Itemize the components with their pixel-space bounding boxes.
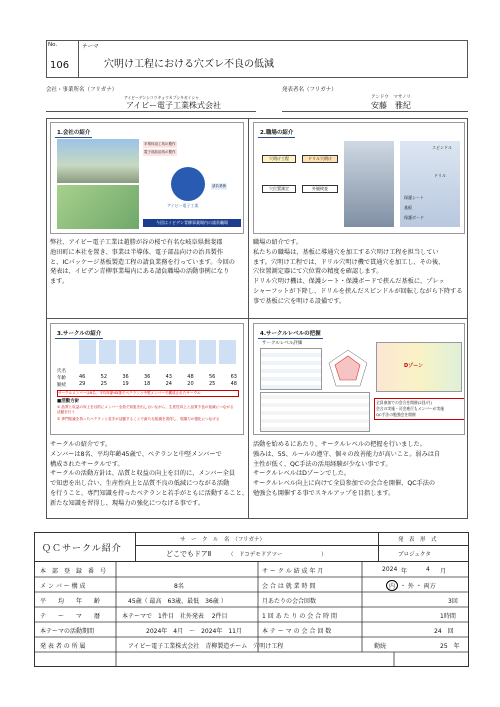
month-unit: 月 xyxy=(440,568,447,575)
reg-no-label: 本 部 登 録 番 号 xyxy=(40,568,107,575)
slide-footer: 今回はイビデン青柳事業場内の請負職場 xyxy=(143,219,241,227)
label-drill: ドリル xyxy=(434,173,446,178)
ages-row: 46 52 36 36 43 48 56 63 xyxy=(79,374,237,380)
year-unit: 年 xyxy=(401,568,408,575)
slide-circle-level xyxy=(253,323,465,435)
flow-step-2: ドリル穴明け xyxy=(302,155,338,163)
company-furigana: アイビーデンシコウギョウカブシキガイシャ xyxy=(124,95,199,100)
meet-total-label: 本 テ ー マ の 会 合 回 数 xyxy=(262,628,332,635)
slide-title: 4.サークルレベルの把握 xyxy=(258,328,323,339)
period-label: 本テーマの活動期間 xyxy=(40,628,95,635)
tenure-value: 25 年 xyxy=(440,643,460,650)
flow-step-3: 穴位置測定 xyxy=(262,185,296,193)
formed-label: サ ー ク ル 結 成 年 月 xyxy=(262,568,324,575)
badge-1: 半導体治工具の製作 xyxy=(144,142,176,146)
slide-circle-intro xyxy=(50,323,244,435)
form-value: プロジェクタ xyxy=(398,552,431,558)
member-note: サークルメンバーは8名、平均年齢45歳でベテランと中堅メンバーで構成されたサークル xyxy=(57,390,239,397)
slide-title: 3.サークルの紹介 xyxy=(55,328,103,339)
years-row: 29 25 19 18 24 20 25 48 xyxy=(79,381,237,387)
label-spindle: スピンドル xyxy=(432,145,452,150)
in-out-label: 会 合 は 就 業 時 間 xyxy=(262,583,316,590)
slide-title: 1.会社の紹介 xyxy=(55,127,92,138)
formed-year: 2024 xyxy=(382,566,398,573)
theme-label: テーマ xyxy=(82,44,99,50)
policy-1: ① 品質と収益の向上を目的にメンバー全員で知恵を出し合いながら、生産性向上と品質不良の低減につながる活動を行う xyxy=(57,405,234,414)
age-value: 45歳（ 最高 63歳、最低 36歳 ） xyxy=(128,598,227,605)
theme-title: 穴明け工程における穴ズレ不良の低減 xyxy=(104,59,274,70)
policy-2: ② 専門知識を持ったベテランと若手が活動することで新たな知識を習得し、現場力の強化につなげる xyxy=(57,417,220,421)
badge-2: 電子部品治具の製作 xyxy=(144,150,176,154)
option-outside[interactable]: 外 xyxy=(407,583,414,590)
policy-title: ■活動方針 xyxy=(57,399,80,404)
flow-step-4: 外観検査 xyxy=(302,185,338,193)
company-underline xyxy=(46,111,256,112)
section-1-text: 弊社、アイビー電子工業は趙勝が谷の桜で有名な岐阜県揖斐郡 池田町に本社を置き、事業は半導体、電子部品向けの治具製作 と、ICパッケージ基板製造工程の請負業務を行っています。今回の 発表は、イビデン青柳事業場内にある請負職場の活動事例になり ます。 xyxy=(50,239,235,286)
flow-step-1: 穴明け工程 xyxy=(262,155,296,163)
radar-chart xyxy=(326,348,370,388)
in-out-options: 内 ・ 外 ・ 両方 xyxy=(386,580,436,591)
company-logo xyxy=(171,167,205,201)
logo-text: アイビー電子工業 xyxy=(167,203,199,208)
row-label-age: 年齢 xyxy=(57,376,66,381)
row-label-name: 氏名 xyxy=(57,369,66,374)
level-table xyxy=(260,348,322,390)
meet-time-value: 1時間 xyxy=(440,613,456,620)
circle-name-label: サ ー ク ル 名 （フリガナ） xyxy=(180,537,265,543)
members-value: 8名 xyxy=(174,583,184,590)
meet-per-month-value: 3回 xyxy=(448,598,458,605)
row-label-years: 勤続 xyxy=(57,383,66,388)
header-divider xyxy=(78,40,79,78)
period-value: 2024年 4月 ～ 2024年 11月 xyxy=(146,628,242,635)
meet-per-month-label: 月あたりの会合回数 xyxy=(262,598,317,605)
no-label: No. xyxy=(48,42,58,48)
label-sheet: 保護シート xyxy=(404,195,424,200)
circle-name-kana: （ ドコデモドアツー ） xyxy=(228,552,327,558)
meet-time-label: 1 回 あ た り の 会 合 時 間 xyxy=(262,613,337,620)
affiliation-label: 発 表 者 の 所 属 xyxy=(40,643,86,650)
label-board: 基板 xyxy=(404,205,412,210)
affiliation-value: アイビー電子工業株式会社 青柳製造チーム 穴明け工程 xyxy=(128,643,284,650)
age-label: 平 均 年 齢 xyxy=(40,598,101,605)
no-value: 106 xyxy=(50,60,70,71)
badge-3: 請負業務 xyxy=(212,184,226,188)
presenter-name: 安藤 雅紀 xyxy=(371,101,411,110)
member-photos xyxy=(79,340,237,364)
company-label: 会社・事業所名（フリガナ） xyxy=(46,87,118,93)
circle-name-divider xyxy=(136,545,378,546)
presenter-underline xyxy=(282,111,468,112)
slide-workplace xyxy=(253,122,465,234)
section-4-text: 活動を始めるにあたり、サークルレベルの把握を行いました。 強みは、5S、ルールの遵守、個々の改善能力が高いこと。弱みは自 主性が低く、QC手法の活用経験が少ない事です。 サークルレベルはDゾーンでした。 サークルレベル向上に向けて全員参加での会合を開催、QC手法の 勉強会も開催する事でスキルアップを目指します。 xyxy=(253,441,441,497)
photo-machine xyxy=(344,141,394,227)
theme-no-value: 本テーマで 1件目 社外発表 2件目 xyxy=(122,613,228,620)
option-both[interactable]: 両方 xyxy=(423,583,436,590)
tenure-label: 勤続 xyxy=(374,643,387,650)
label-protect-board: 保護ボード xyxy=(404,215,424,220)
chart-title: サークルレベル評価 xyxy=(262,341,303,346)
qc-title: ＱＣサークル紹介 xyxy=(42,544,122,554)
presenter-furigana: アンドウ マサノリ xyxy=(371,95,411,100)
slide-title: 2.職場の紹介 xyxy=(258,127,295,138)
meet-total-value: 24 回 xyxy=(434,628,454,635)
skill-table xyxy=(260,392,370,432)
photo-map xyxy=(57,185,139,229)
circle-name: どこでもドアⅡ xyxy=(166,550,212,558)
theme-no-label: テ ー マ 暦 xyxy=(40,613,101,620)
formed-month: 4 xyxy=(426,566,430,573)
level-bullets: 全員参加での会合を開催(2回/月) 会合の実施・司会進行もメンバーが実施 QC手法の勉強会を開催 xyxy=(374,398,465,420)
form-label: 発 表 形 式 xyxy=(398,537,437,543)
qc-form-divider xyxy=(378,545,469,546)
section-2-text: 職場の紹介です。 私たちの職場は、基板に導通穴を加工する穴明け工程を担当してい ます。穴明け工程では、ドリル穴明け機で貫通穴を加工し、その後、 穴位置測定器にて穴位置の精度を確認します。 ドリル穴明け機は、保護シート・保護ボードで挟んだ基板に、プレッ シャーフットが下降し、ドリルを挟んだスピンドルが回転しながら下降する 事で基板に穴を明ける設備です。 xyxy=(253,239,463,305)
presenter-label: 発表者名（フリガナ） xyxy=(282,87,337,93)
members-label: メ ン バ ー 構 成 xyxy=(40,583,86,590)
photo-factory xyxy=(57,139,139,183)
company-name: アイビー電子工業株式会社 xyxy=(126,101,221,110)
section-3-text: サークルの紹介です。 メンバーは8名、平均年齢45歳で、ベテランと中堅メンバーで 構成されたサークルです。 サークルの活動方針は、品質と収益の向上を目的に、メンバー全員 で知恵を出し合い、生産性向上と品質不良の低減につながる活動 を行うこと、専門知識を持ったベテランと若手がともに活動すること、 新たな知識を習得し、現場力の強化につなげる事です。 xyxy=(50,441,248,507)
grid-hline xyxy=(46,318,468,319)
option-inside[interactable]: 内 xyxy=(386,580,398,591)
slide-company-intro xyxy=(50,122,244,234)
zone-label: Dゾーン xyxy=(404,363,424,369)
